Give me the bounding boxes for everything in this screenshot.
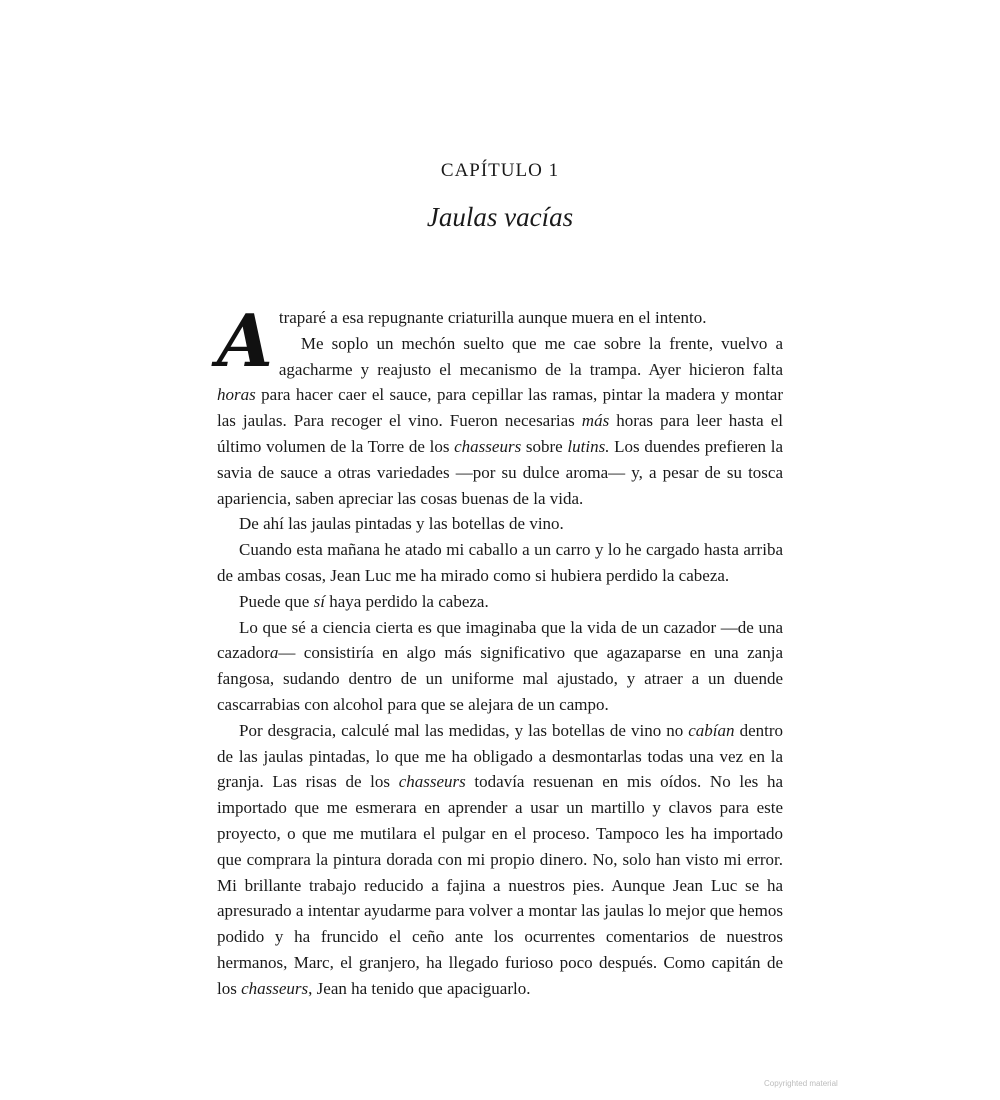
paragraph-7-italic-2: chasseurs: [398, 772, 466, 792]
paragraph-7-italic-3: chasseurs: [241, 978, 309, 998]
chapter-body: [217, 298, 784, 1002]
paragraph-5-text-a: Puede que: [239, 591, 314, 611]
paragraph-2-italic-2: más: [581, 411, 610, 431]
paragraph-3: De ahí las jaulas pintadas y las botellas de vino.: [239, 514, 564, 534]
paragraph-2-text-b: para hacer caer el sauce, para cepillar las ramas, pintar la madera y montar las jaulas. Para recoger el vino. Fueron necesarias: [217, 385, 783, 431]
paragraph-2-italic-3: chasseurs: [454, 436, 522, 456]
paragraph-7-text-b: dentro de las jaulas pintadas, lo que me ha obligado a desmontarlas todas una vez en la granja. Las risas de los: [217, 720, 783, 792]
paragraph-2-italic-4: lutins.: [567, 436, 610, 456]
paragraph-7-italic-1: cabían: [688, 720, 735, 740]
chapter-number: CAPÍTULO 1: [440, 160, 560, 181]
chapter-title: Jaulas vacías: [426, 202, 574, 232]
paragraph-2-text-c: horas para leer hasta el último volumen de la Torre de los: [217, 411, 784, 456]
paragraph-5-text-b: haya perdido la cabeza.: [324, 591, 489, 611]
paragraph-7: [217, 718, 783, 1002]
paragraph-2: [217, 331, 783, 512]
copyright-notice: Copyrighted material: [764, 1079, 838, 1088]
paragraph-7-text-a: Por desgracia, calculé mal las medidas, y las botellas de vino no: [239, 720, 689, 740]
paragraph-5: [217, 589, 783, 615]
paragraph-1-text: traparé a esa repugnante criaturilla aunque muera en el intento.: [278, 308, 707, 327]
paragraph-2-text-a: Me soplo un mechón suelto que me cae sobre la frente, vuelvo a agacharme y reajusto el mecanismo de la trampa. Ayer hicieron falta: [278, 333, 783, 379]
paragraph-7-text-d: , Jean ha tenido que apaciguarlo.: [308, 978, 531, 998]
paragraph-6-italic-1: a: [269, 643, 279, 663]
paragraph-5-italic-1: sí: [313, 591, 325, 611]
paragraph-6-text-a: Lo que sé a ciencia cierta es que imaginaba que la vida de un cazador —de una cazador: [217, 617, 783, 663]
paragraph-7-text-c: todavía resuenan en mis oídos. No les ha importado que me esmerara en aprender a usar un martillo y clavos para este proyecto, o que me mutilara el pulgar en el proceso. Tampoco les ha importado que comprara la pintura dorada con mi propio dinero. No, solo han visto mi error. Mi brillante trabajo reducido a fajina a nuestros pies. Aunque Jean Luc se ha apresurado a intentar ayudarme para volver a montar las jaulas lo mejor que hemos podido y ha fruncido el ceño ante los ocurrentes comentarios de nuestros hermanos, Marc, el granjero, ha llegado furioso poco después. Como capitán de los: [217, 772, 783, 998]
paragraph-6: [217, 615, 783, 718]
paragraph-4: Cuando esta mañana he atado mi caballo a un carro y lo he cargado hasta arriba de ambas cosas, Jean Luc me ha mirado como si hubiera perdido la cabeza.: [217, 540, 783, 585]
paragraph-2-italic-1: horas: [217, 385, 256, 405]
drop-cap-letter: A: [217, 298, 273, 383]
paragraph-6-text-b: — consistiría en algo más significativo que agazaparse en una zanja fangosa, sudando dentro de un uniforme mal ajustado, y atraer a un duende cascarrabias con alcohol para que se alejara de un campo.: [217, 643, 783, 714]
paragraph-2-text-e: Los duendes prefieren la savia de sauce a otras variedades —por su dulce aroma— y, a pesar de su tosca apariencia, saben apreciar las cosas buenas de la vida.: [217, 436, 784, 508]
paragraph-2-text-d: sobre: [521, 436, 568, 456]
